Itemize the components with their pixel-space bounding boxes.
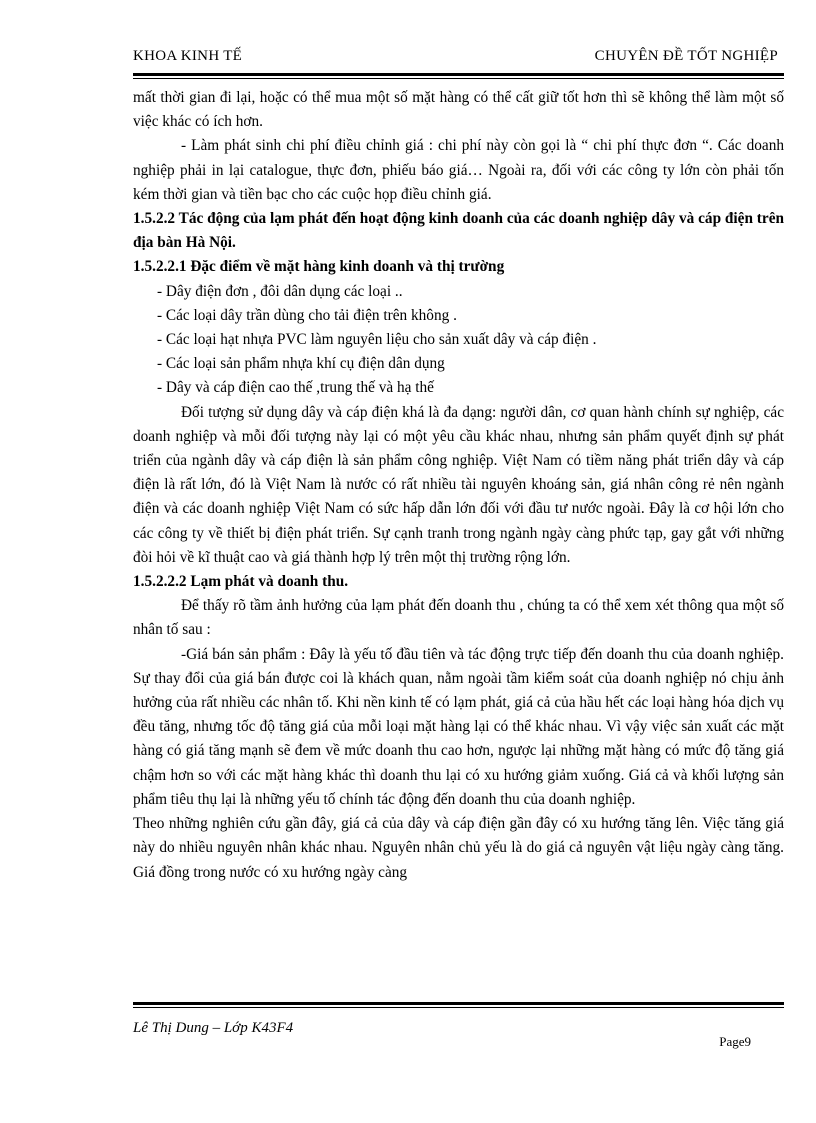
paragraph: mất thời gian đi lại, hoặc có thể mua một số mặt hàng có thể cất giữ tốt hơn thì sẽ không thể làm một số việc khác có ích hơn.	[133, 89, 784, 131]
paragraph: Để thấy rõ tầm ảnh hưởng của lạm phát đến doanh thu , chúng ta có thể xem xét thông qua một số nhân tố sau :	[133, 597, 784, 639]
header-title: CHUYÊN ĐỀ TỐT NGHIỆP	[594, 48, 778, 64]
header-rule-thick	[133, 73, 784, 76]
paragraph: Theo những nghiên cứu gần đây, giá cả của dây và cáp điện gần đây có xu hướng tăng lên. Việc tăng giá này do nhiều nguyên nhân khác nhau. Nguyên nhân chủ yếu là do giá cả nguyên vật liệu ngày càng tăng. Giá đồng trong nước có xu hướng ngày càng	[133, 815, 784, 881]
footer-rule-thin	[133, 1007, 784, 1008]
list-item: - Dây điện đơn , đôi dân dụng các loại ..	[157, 282, 403, 300]
paragraph: Đối tượng sử dụng dây và cáp điện khá là đa dạng: người dân, cơ quan hành chính sự nghiệp, các doanh nghiệp và mỗi đối tượng này lại có một yêu cầu khác nhau, nhưng sản phẩm quyết định sự phát triển của ngành dây và cáp điện là sản phẩm công nghiệp. Việt Nam có tiềm năng phát triển dây và cáp điện là rất lớn, đó là Việt Nam là nước có rất nhiều tài nguyên khoáng sản, giá nhân công rẻ nên ngành điện và các doanh nghiệp Việt Nam có sức hấp dẫn lớn đối với đầu tư nước ngoài. Đây là cơ hội lớn cho các công ty về thiết bị điện phát triển. Sự cạnh tranh trong ngành ngày càng phức tạp, gay gắt với những đòi hỏi về kĩ thuật cao và giá thành hợp lý trên một thị trường rộng lớn.	[133, 403, 784, 566]
list-item: - Các loại hạt nhựa PVC làm nguyên liệu cho sản xuất dây và cáp điện .	[157, 331, 597, 349]
document-body	[133, 86, 784, 885]
header-rule-thin	[133, 78, 784, 79]
section-heading: 1.5.2.2 Tác động của lạm phát đến hoạt động kinh doanh của các doanh nghiệp dây và cáp điện trên địa bàn Hà Nội.	[133, 210, 784, 252]
list-item: - Các loại sản phẩm nhựa khí cụ điện dân dụng	[157, 355, 445, 373]
subsection-heading: 1.5.2.2.2 Lạm phát và doanh thu.	[133, 573, 349, 591]
footer-rule-thick	[133, 1002, 784, 1005]
list-item: - Các loại dây trần dùng cho tải điện trên không .	[157, 306, 457, 324]
header-faculty: KHOA KINH TẾ	[133, 48, 243, 64]
list-item: - Dây và cáp điện cao thế ,trung thế và hạ thế	[157, 379, 434, 397]
page-header	[133, 48, 784, 70]
page-footer	[133, 1020, 784, 1060]
paragraph: -Giá bán sản phẩm : Đây là yếu tố đầu tiên và tác động trực tiếp đến doanh thu của doanh nghiệp. Sự thay đổi của giá bán được coi là khách quan, nằm ngoài tầm kiểm soát của doanh nghiệp nó chịu ảnh hưởng của rất nhiều các nhân tố. Khi nền kinh tế có lạm phát, giá cả của hầu hết các loại hàng hóa dịch vụ đều tăng, nhưng tốc độ tăng giá của mỗi loại mặt hàng lại có thể khác nhau. Vì vậy việc sản xuất các mặt hàng có giá tăng mạnh sẽ đem về mức doanh thu cao hơn, ngược lại những mặt hàng có mức độ tăng giá chậm hơn so với các mặt hàng khác thì doanh thu lại có xu hướng giảm xuống. Giá cả và khối lượng sản phẩm tiêu thụ lại là những yếu tố chính tác động đến doanh thu của doanh nghiệp.	[133, 645, 784, 808]
page-number: Page9	[719, 1034, 751, 1049]
paragraph: - Làm phát sinh chi phí điều chỉnh giá : chi phí này còn gọi là “ chi phí thực đơn “. Các doanh nghiệp phải in lại catalogue, thực đơn, phiếu báo giá… Ngoài ra, đối với các công ty lớn còn phải tốn kém thời gian và tiền bạc cho các cuộc họp điều chỉnh giá.	[133, 137, 784, 203]
subsection-heading: 1.5.2.2.1 Đặc điểm về mặt hàng kinh doanh và thị trường	[133, 258, 505, 276]
footer-author: Lê Thị Dung – Lớp K43F4	[133, 1020, 294, 1036]
